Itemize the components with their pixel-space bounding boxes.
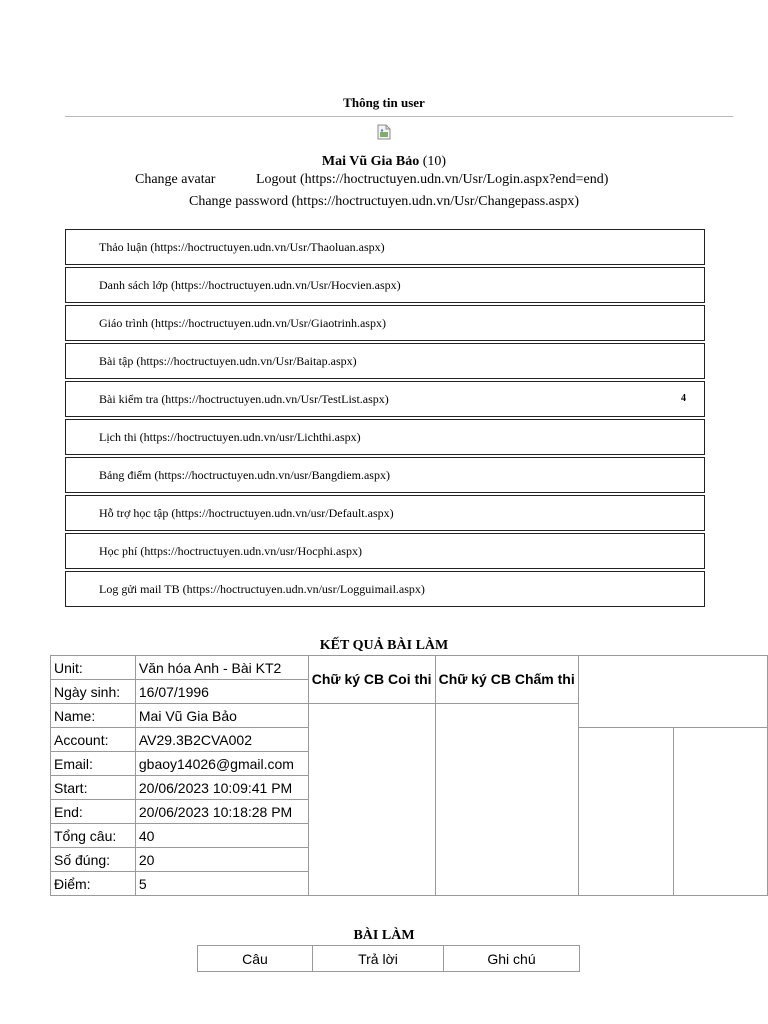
menu-item-ho-tro-hoc-tap[interactable] [65, 495, 705, 531]
table-header-row [198, 946, 580, 972]
menu-item-label: Bài tập (https://hoctructuyen.udn.vn/Usr/Baitap.aspx) [99, 354, 357, 368]
menu-item-label: Học phí (https://hoctructuyen.udn.vn/usr/Hocphi.aspx) [99, 544, 362, 558]
logout-link[interactable]: Logout (https://hoctructuyen.udn.vn/Usr/Login.aspx?end=end) [256, 172, 609, 187]
count-badge: 4 [681, 393, 686, 404]
menu-item-lich-thi[interactable] [65, 419, 705, 455]
menu-item-label: Lịch thi (https://hoctructuyen.udn.vn/usr/Lichthi.aspx) [99, 430, 361, 444]
menu-item-thao-luan[interactable] [65, 229, 705, 265]
row-key: Unit: [51, 656, 136, 680]
blank-cell [578, 728, 673, 896]
row-key: Điểm: [51, 872, 136, 896]
user-menu [65, 229, 705, 609]
row-key: Start: [51, 776, 136, 800]
row-value: 40 [135, 824, 308, 848]
row-key: Số đúng: [51, 848, 136, 872]
user-count: (10) [422, 154, 447, 169]
blank-cell [673, 728, 767, 896]
divider [65, 116, 733, 117]
change-avatar-link[interactable]: Change avatar [135, 172, 216, 187]
table-row [51, 656, 768, 680]
row-value: gbaoy14026@gmail.com [135, 752, 308, 776]
row-key: Email: [51, 752, 136, 776]
row-value: 20/06/2023 10:09:41 PM [135, 776, 308, 800]
column-header-tra-loi: Trả lời [313, 946, 444, 972]
menu-item-log-gui-mail[interactable] [65, 571, 705, 607]
sig-coi-thi-cell [308, 704, 435, 896]
row-value: AV29.3B2CVA002 [135, 728, 308, 752]
menu-item-bai-kiem-tra[interactable] [65, 381, 705, 417]
row-key: Ngày sinh: [51, 680, 136, 704]
menu-item-label: Danh sách lớp (https://hoctructuyen.udn.vn/Usr/Hocvien.aspx) [99, 278, 401, 292]
sig-cham-thi-header: Chữ ký CB Chấm thi [435, 656, 578, 704]
menu-item-label: Thảo luận (https://hoctructuyen.udn.vn/Usr/Thaoluan.aspx) [99, 240, 385, 254]
menu-item-label: Hỗ trợ học tập (https://hoctructuyen.udn.vn/usr/Default.aspx) [99, 506, 394, 520]
blank-header-cell [578, 656, 767, 728]
result-title: KẾT QUẢ BÀI LÀM [319, 638, 449, 653]
avatar-broken-image-icon[interactable] [377, 124, 391, 140]
row-value: 20/06/2023 10:18:28 PM [135, 800, 308, 824]
username-line [0, 154, 768, 170]
menu-item-danh-sach-lop[interactable] [65, 267, 705, 303]
user-name: Mai Vũ Gia Bảo [321, 154, 420, 169]
answers-table [197, 945, 580, 972]
row-key: Name: [51, 704, 136, 728]
row-value: Mai Vũ Gia Bảo [135, 704, 308, 728]
row-value: Văn hóa Anh - Bài KT2 [135, 656, 308, 680]
sig-cham-thi-cell [435, 704, 578, 896]
menu-item-giao-trinh[interactable] [65, 305, 705, 341]
sig-coi-thi-header: Chữ ký CB Coi thi [308, 656, 435, 704]
row-value: 16/07/1996 [135, 680, 308, 704]
menu-item-hoc-phi[interactable] [65, 533, 705, 569]
bai-lam-title: BÀI LÀM [353, 928, 415, 943]
column-header-cau: Câu [198, 946, 313, 972]
menu-item-bai-tap[interactable] [65, 343, 705, 379]
menu-item-label: Log gửi mail TB (https://hoctructuyen.udn.vn/usr/Logguimail.aspx) [99, 582, 425, 596]
row-value: 20 [135, 848, 308, 872]
result-table [50, 655, 768, 896]
column-header-ghi-chu: Ghi chú [444, 946, 580, 972]
menu-item-label: Bảng điểm (https://hoctructuyen.udn.vn/usr/Bangdiem.aspx) [99, 468, 390, 482]
menu-item-bang-diem[interactable] [65, 457, 705, 493]
menu-item-label: Bài kiểm tra (https://hoctructuyen.udn.vn/Usr/TestList.aspx) [99, 392, 389, 406]
menu-item-label: Giáo trình (https://hoctructuyen.udn.vn/Usr/Giaotrinh.aspx) [99, 316, 386, 330]
row-key: Tổng câu: [51, 824, 136, 848]
user-info-title: Thông tin user [343, 95, 425, 110]
row-key: Account: [51, 728, 136, 752]
row-value: 5 [135, 872, 308, 896]
change-password-link[interactable]: Change password (https://hoctructuyen.udn.vn/Usr/Changepass.aspx) [189, 194, 579, 209]
row-key: End: [51, 800, 136, 824]
